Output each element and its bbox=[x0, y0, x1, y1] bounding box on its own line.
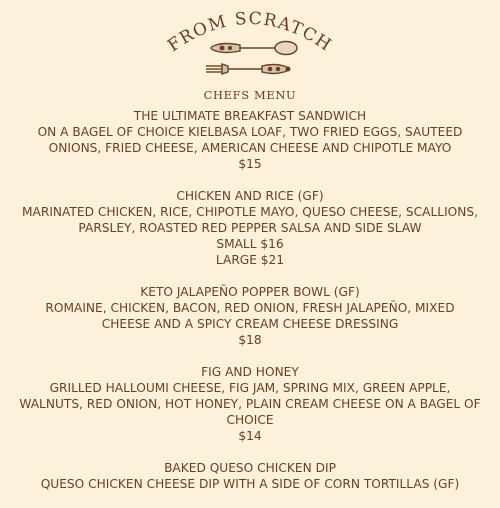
menu-item bbox=[10, 108, 490, 172]
menu-item bbox=[10, 188, 490, 268]
menu-subtitle: CHEFS MENU bbox=[203, 88, 297, 102]
menu-item-name: BAKED QUESO CHICKEN DIP bbox=[164, 461, 336, 475]
menu-item-description: ON A BAGEL OF CHOICE KIELBASA LOAF, TWO FRIED EGGS, SAUTEED bbox=[37, 125, 463, 139]
menu-item bbox=[10, 284, 490, 348]
menu-item-description: PARSLEY, ROASTED RED PEPPER SALSA AND SIDE SLAW bbox=[78, 221, 422, 235]
menu-item-description: QUESO CHICKEN CHEESE DIP WITH A SIDE OF CORN TORTILLAS (GF) bbox=[40, 477, 460, 491]
menu-item-description: ONIONS, FRIED CHEESE, AMERICAN CHEESE AND CHIPOTLE MAYO bbox=[48, 141, 452, 155]
menu-item bbox=[10, 364, 490, 444]
menu-item-description: GRILLED HALLOUMI CHEESE, FIG JAM, SPRING MIX, GREEN APPLE, bbox=[49, 381, 451, 395]
menu-item-description: ROMAINE, CHICKEN, BACON, RED ONION, FRESH JALAPEÑO, MIXED bbox=[45, 301, 455, 315]
menu-item-description: CHEESE AND A SPICY CREAM CHEESE DRESSING bbox=[101, 317, 399, 331]
brand-name: FROM SCRATCH bbox=[164, 8, 336, 57]
menu-item-price: LARGE $21 bbox=[215, 253, 285, 267]
menu-list bbox=[10, 108, 490, 508]
menu-item-description: CHOICE bbox=[226, 413, 274, 427]
menu-item-price: $14 bbox=[238, 429, 262, 443]
menu-item-price: $18 bbox=[238, 333, 262, 347]
logo-graphic bbox=[150, 0, 350, 90]
menu-item-price: $15 bbox=[238, 157, 262, 171]
menu-item-description: MARINATED CHICKEN, RICE, CHIPOTLE MAYO, QUESO CHEESE, SCALLIONS, bbox=[22, 205, 478, 219]
menu-item bbox=[10, 460, 490, 492]
spoon-icon bbox=[211, 42, 297, 55]
fork-icon bbox=[206, 64, 290, 74]
menu-item-name: KETO JALAPEÑO POPPER BOWL (GF) bbox=[140, 285, 360, 299]
menu-item-name: THE ULTIMATE BREAKFAST SANDWICH bbox=[133, 109, 367, 123]
menu-item-name: CHICKEN AND RICE (GF) bbox=[176, 189, 324, 203]
menu-item-name: FIG AND HONEY bbox=[201, 365, 299, 379]
menu-item-description: WALNUTS, RED ONION, HOT HONEY, PLAIN CREAM CHEESE ON A BAGEL OF bbox=[19, 397, 481, 411]
brand-logo bbox=[0, 0, 500, 100]
menu-item-price: SMALL $16 bbox=[216, 237, 284, 251]
